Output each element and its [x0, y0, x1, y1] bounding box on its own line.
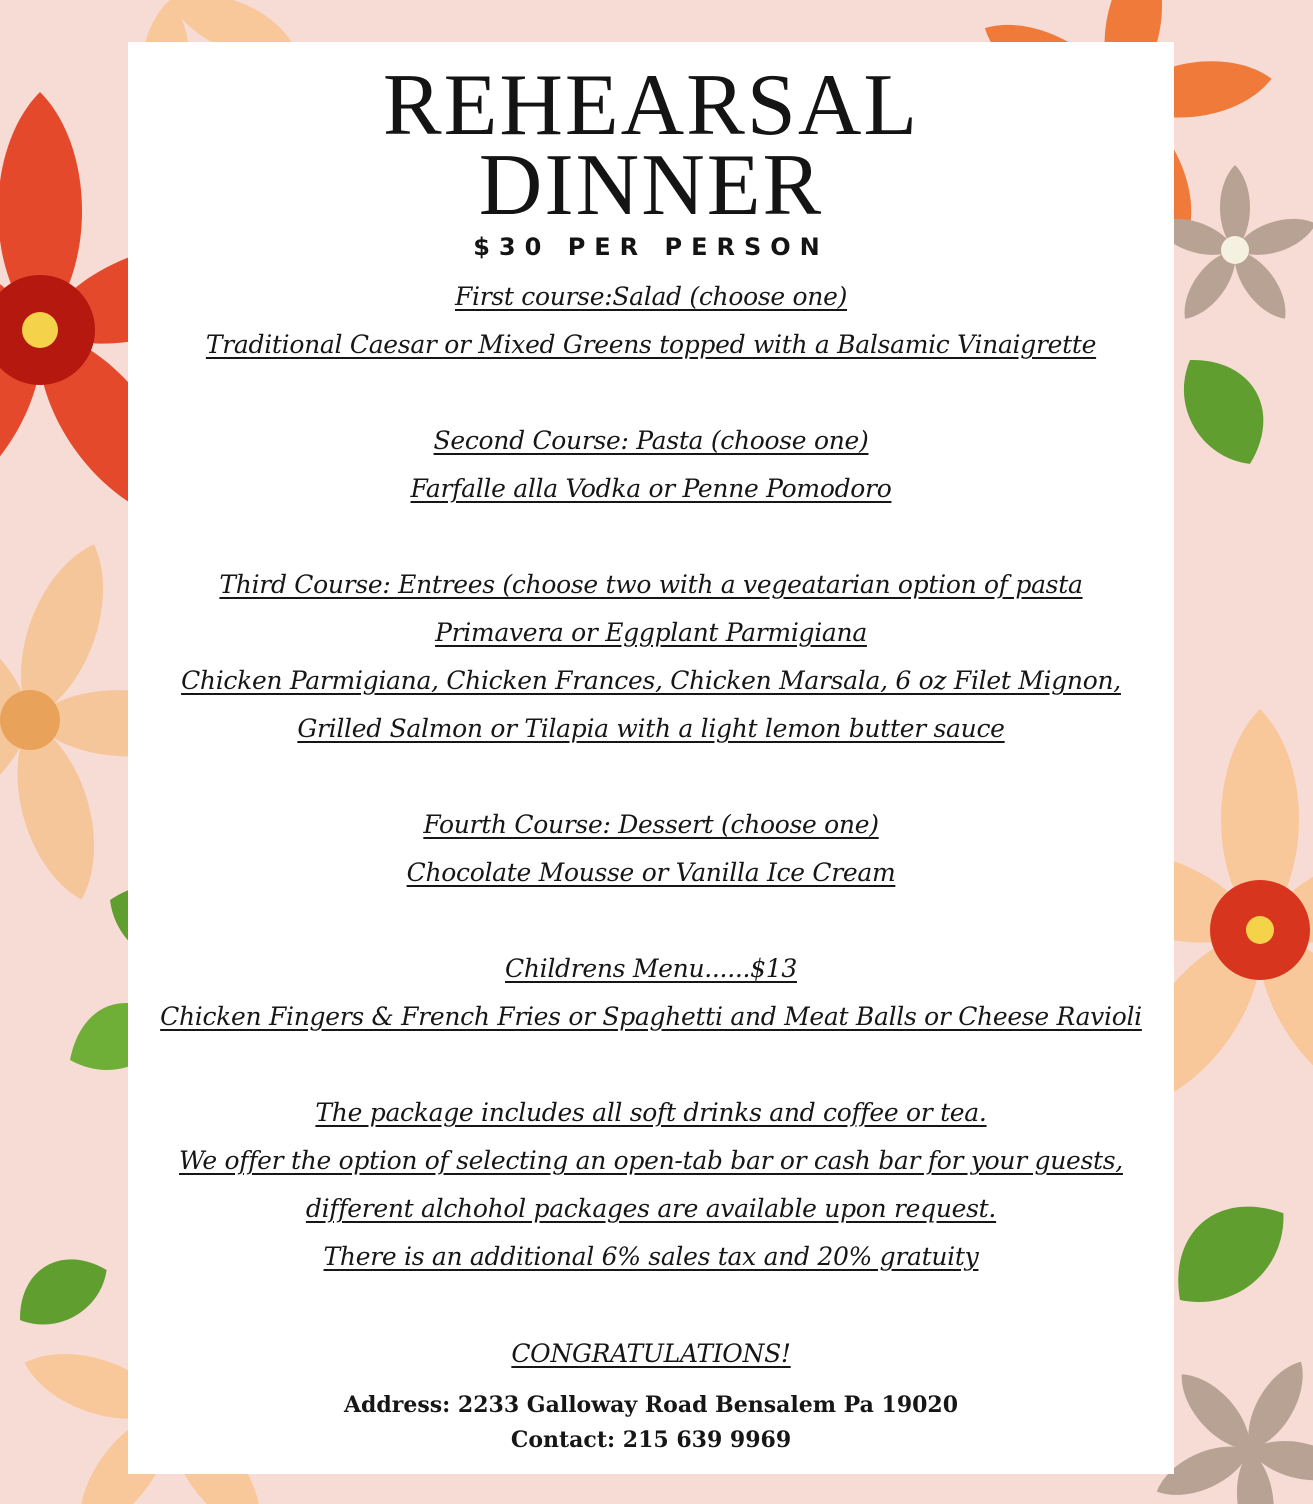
course-2-options: Farfalle alla Vodka or Penne Pomodoro: [410, 474, 892, 503]
package-note-4: There is an additional 6% sales tax and 20% gratuity: [323, 1242, 979, 1271]
course-4-options: Chocolate Mousse or Vanilla Ice Cream: [406, 858, 896, 887]
course-1-heading: First course:Salad (choose one): [454, 282, 848, 311]
package-note-2: We offer the option of selecting an open-tab bar or cash bar for your guests,: [179, 1146, 1123, 1175]
course-1-options: Traditional Caesar or Mixed Greens topped with a Balsamic Vinaigrette: [205, 330, 1097, 359]
course-3-heading: Third Course: Entrees (choose two with a vegeatarian option of pasta: [219, 570, 1083, 599]
leaf-icon: [1164, 339, 1286, 479]
leaf-icon: [1151, 1179, 1305, 1326]
course-2-heading: Second Course: Pasta (choose one): [433, 426, 869, 455]
leaf-icon: [3, 1241, 118, 1341]
package-note-1: The package includes all soft drinks and coffee or tea.: [315, 1098, 987, 1127]
course-4-heading: Fourth Course: Dessert (choose one): [423, 810, 879, 839]
package-note-3: different alchohol packages are available upon request.: [305, 1194, 997, 1223]
course-3-vegetarian: Primavera or Eggplant Parmigiana: [435, 618, 867, 647]
periwinkle-flower-icon: [1149, 1353, 1313, 1504]
course-3-options-2: Grilled Salmon or Tilapia with a light lemon butter sauce: [297, 714, 1005, 743]
childrens-menu-options: Chicken Fingers & French Fries or Spaghetti and Meat Balls or Cheese Ravioli: [160, 1002, 1142, 1031]
congratulations-text: CONGRATULATIONS!: [511, 1339, 791, 1368]
course-3-options-1: Chicken Parmigiana, Chicken Frances, Chicken Marsala, 6 oz Filet Mignon,: [181, 666, 1121, 695]
contact-text: Contact: 215 639 9969: [510, 1427, 792, 1453]
page-title-line-2: DINNER: [478, 137, 824, 234]
address-text: Address: 2233 Galloway Road Bensalem Pa 19020: [343, 1392, 959, 1418]
price-per-person: $30 PER PERSON: [473, 233, 829, 261]
childrens-menu-heading: Childrens Menu......$13: [505, 954, 797, 983]
menu-card: [128, 42, 1174, 1474]
page-title-line-1: REHEARSAL: [382, 57, 920, 154]
